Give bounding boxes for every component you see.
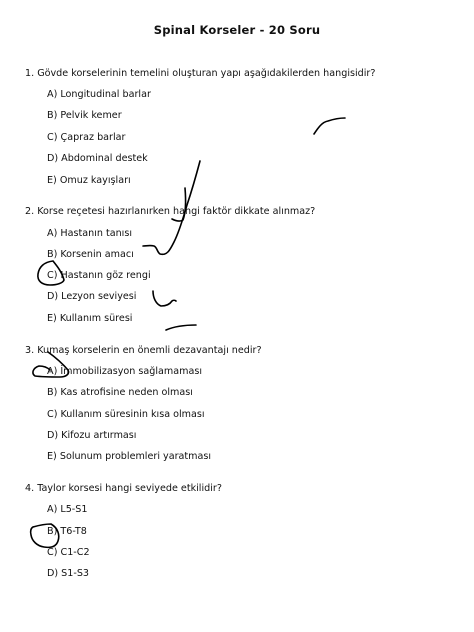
question-3-option-b: B) Kas atrofisine neden olması: [47, 387, 193, 398]
pen-stroke-dash-q2-e: [166, 325, 196, 330]
pen-stroke-mark-q2-d: [153, 291, 176, 306]
question-1-option-e: E) Omuz kayışları: [47, 175, 131, 186]
question-4-option-b: B) T6-T8: [47, 526, 87, 537]
question-4-text: 4. Taylor korsesi hangi seviyede etkilidir?: [25, 483, 222, 494]
question-1-option-d: D) Abdominal destek: [47, 153, 148, 164]
question-1-text: 1. Gövde korselerinin temelini oluşturan yapı aşağıdakilerden hangisidir?: [25, 68, 376, 79]
question-2-text: 2. Korse reçetesi hazırlanırken hangi faktör dikkate alınmaz?: [25, 206, 316, 217]
question-2-option-e: E) Kullanım süresi: [47, 313, 133, 324]
question-2-option-b: B) Korsenin amacı: [47, 249, 134, 260]
question-3-option-e: E) Solunum problemleri yaratması: [47, 451, 212, 462]
page-title: Spinal Korseler - 20 Soru: [153, 23, 321, 37]
question-3-text: 3. Kumaş korselerin en önemli dezavantajı nedir?: [25, 345, 262, 356]
question-3-option-c: C) Kullanım süresinin kısa olması: [47, 409, 205, 420]
pen-stroke-check-q1: [314, 118, 345, 134]
question-1-option-a: A) Longitudinal barlar: [47, 89, 151, 100]
question-4-option-d: D) S1-S3: [47, 568, 90, 579]
question-2-option-c: C) Hastanın göz rengi: [47, 270, 151, 281]
question-3-option-a: A) İmmobilizasyon sağlamaması: [47, 366, 203, 377]
question-2-option-d: D) Lezyon seviyesi: [47, 291, 137, 302]
question-2-option-a: A) Hastanın tanısı: [47, 228, 133, 239]
question-3-option-d: D) Kifozu artırması: [47, 430, 137, 441]
question-4-option-c: C) C1-C2: [47, 547, 90, 558]
question-1-option-b: B) Pelvik kemer: [47, 110, 122, 121]
question-4-option-a: A) L5-S1: [47, 504, 88, 515]
question-1-option-c: C) Çapraz barlar: [47, 132, 126, 143]
